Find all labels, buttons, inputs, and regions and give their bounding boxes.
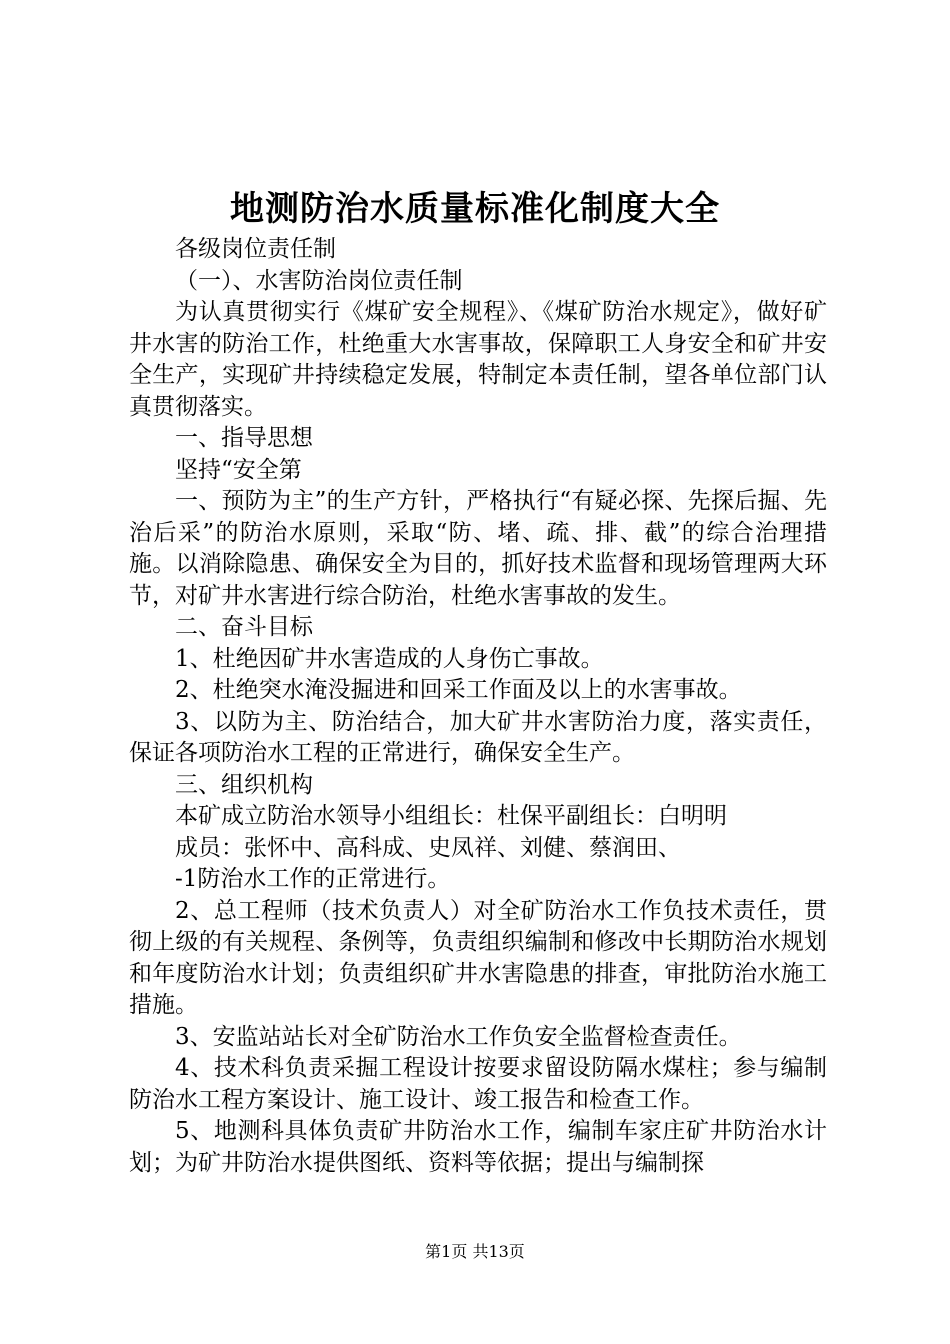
paragraph: 3、安监站站长对全矿防治水工作负安全监督检查责任。 (175, 1023, 742, 1050)
paragraph: 为认真贯彻实行《煤矿安全规程》、《煤矿防治水规定》，做好矿井水害的防治工作，杜绝重大水害事故，保障职工人身安全和矿井安全生产，实现矿井持续稳定发展，特制定本责任制，望各单位部门认真贯彻落实。 (129, 299, 827, 420)
paragraph: 2、杜绝突水淹没掘进和回采工作面及以上的水害事故。 (175, 677, 742, 703)
paragraph: 1、杜绝因矿井水害造成的人身伤亡事故。 (175, 645, 604, 672)
paragraph: 一、预防为主”的生产方针，严格执行“有疑必探、先探后掘、先治后采”的防治水原则，采取“防、堵、疏、排、截”的综合治理措施。以消除隐患、确保安全为目的，抓好技术监督和现场管理两大环节，对矿井水害进行综合防治，杜绝水害事故的发生。 (129, 488, 827, 609)
paragraph: 坚持“安全第 (175, 456, 302, 483)
paragraph: 各级岗位责任制 (175, 236, 336, 262)
document-body (129, 234, 827, 1179)
paragraph: 4、技术科负责采掘工程设计按要求留设防隔水煤柱；参与编制防治水工程方案设计、施工设计、竣工报告和检查工作。 (129, 1055, 827, 1113)
paragraph: 成员：张怀中、高科成、史凤祥、刘健、蔡润田、 (175, 834, 681, 861)
paragraph: 本矿成立防治水领导小组组长：杜保平副组长：白明明 (175, 803, 727, 829)
paragraph: 二、奋斗目标 (175, 614, 313, 640)
paragraph: -1防治水工作的正常进行。 (175, 866, 451, 892)
page-footer: 第1页 共13页 (425, 1242, 525, 1261)
paragraph: 三、组织机构 (175, 771, 313, 798)
paragraph: 5、地测科具体负责矿井防治水工作，编制车家庄矿井防治水计划；为矿井防治水提供图纸、资料等依据；提出与编制探 (129, 1118, 827, 1176)
paragraph: 一、指导思想 (175, 425, 313, 451)
paragraph: （一）、水害防治岗位责任制 (175, 267, 463, 294)
paragraph: 2、总工程师（技术负责人）对全矿防治水工作负技术责任，贯彻上级的有关规程、条例等，负责组织编制和修改中长期防治水规划和年度防治水计划；负责组织矿井水害隐患的排查，审批防治水施工措施。 (129, 897, 827, 1018)
document-title: 地测防治水质量标准化制度大全 (230, 189, 720, 229)
paragraph: 3、以防为主、防治结合，加大矿井水害防治力度，落实责任，保证各项防治水工程的正常进行，确保安全生产。 (129, 708, 827, 766)
